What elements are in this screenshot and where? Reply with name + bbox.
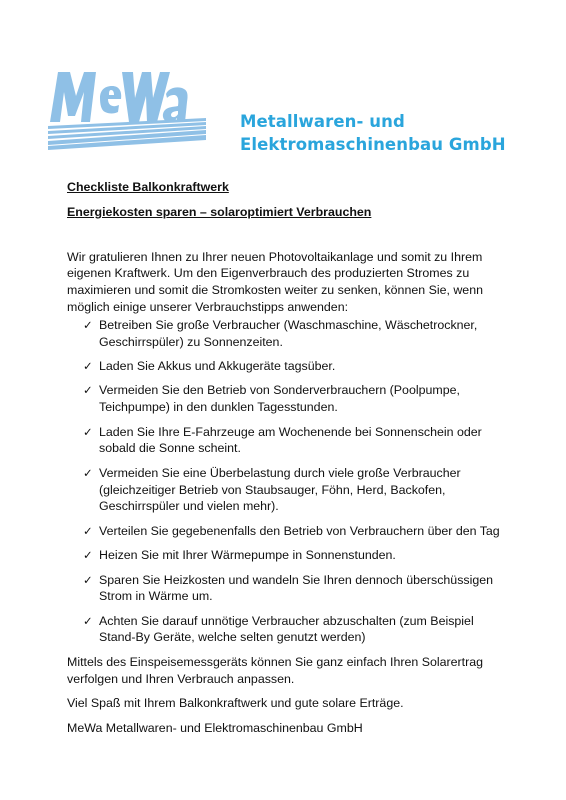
document-subtitle: Energiekosten sparen – solaroptimiert Verbrauchen [67,204,372,219]
tips-list [67,317,507,647]
company-name-line-2: Elektromaschinenbau GmbH [240,135,506,154]
list-item [67,523,507,540]
intro-paragraph: Wir gratulieren Ihnen zu Ihrer neuen Photovoltaikanlage und somit zu Ihrem eigenen Kraftwerk. Um den Eigenverbrauch des produzierten Stromes zu maximieren und somit die Stromkosten weiter zu senken, können Sie, wenn möglich einige unserer Verbrauchstipps anwenden: [67,249,483,314]
tip-text: Vermeiden Sie eine Überbelastung durch viele große Verbraucher (gleichzeitiger Betrieb von Staubsauger, Föhn, Herd, Backofen, Geschirrspüler und vielen mehr). [99,465,461,514]
check-mark-icon: ✓ [83,383,93,398]
tip-text: Achten Sie darauf unnötige Verbraucher abzuschalten (zum Beispiel Stand-By Geräte, welche selten genutzt werden) [99,613,474,645]
tip-text: Heizen Sie mit Ihrer Wärmepumpe in Sonnenstunden. [99,548,396,563]
outro-paragraph: Mittels des Einspeisemessgeräts können Sie ganz einfach Ihren Solarertrag verfolgen und Ihren Verbrauch anpassen. [67,654,483,686]
check-mark-icon: ✓ [83,572,93,587]
company-logo [48,68,208,150]
closing-line: Viel Spaß mit Ihrem Balkonkraftwerk und gute solare Erträge. [67,696,404,711]
document-title: Checkliste Balkonkraftwerk [67,180,229,194]
check-mark-icon: ✓ [83,358,93,373]
company-name-line-1: Metallwaren- und [240,112,405,131]
mewa-logo-icon [48,68,208,150]
list-item [67,465,507,515]
tip-text: Verteilen Sie gegebenenfalls den Betrieb von Verbrauchern über den Tag [99,523,500,538]
tip-text: Vermeiden Sie den Betrieb von Sonderverbrauchern (Poolpumpe, Teichpumpe) in den dunklen Tagesstunden. [99,383,460,415]
list-item [67,547,507,564]
document-body [67,179,507,745]
check-mark-icon: ✓ [83,548,93,563]
list-item [67,424,507,458]
check-mark-icon: ✓ [83,465,93,480]
list-item [67,382,507,416]
check-mark-icon: ✓ [83,424,93,439]
check-mark-icon: ✓ [83,613,93,628]
tip-text: Sparen Sie Heizkosten und wandeln Sie Ihren dennoch überschüssigen Strom in Wärme um. [99,572,494,604]
tip-text: Betreiben Sie große Verbraucher (Waschmaschine, Wäschetrockner, Geschirrspüler) zu Sonnenzeiten. [99,317,478,349]
tip-text: Laden Sie Akkus und Akkugeräte tagsüber. [99,358,336,373]
company-name [240,110,540,156]
list-item [67,572,507,606]
list-item [67,613,507,647]
tip-text: Laden Sie Ihre E-Fahrzeuge am Wochenende bei Sonnenschein oder sobald die Sonne scheint. [99,424,482,456]
check-mark-icon: ✓ [83,523,93,538]
list-item [67,317,507,351]
list-item [67,358,507,375]
signature: MeWa Metallwaren- und Elektromaschinenbau GmbH [67,721,363,736]
check-mark-icon: ✓ [83,317,93,332]
